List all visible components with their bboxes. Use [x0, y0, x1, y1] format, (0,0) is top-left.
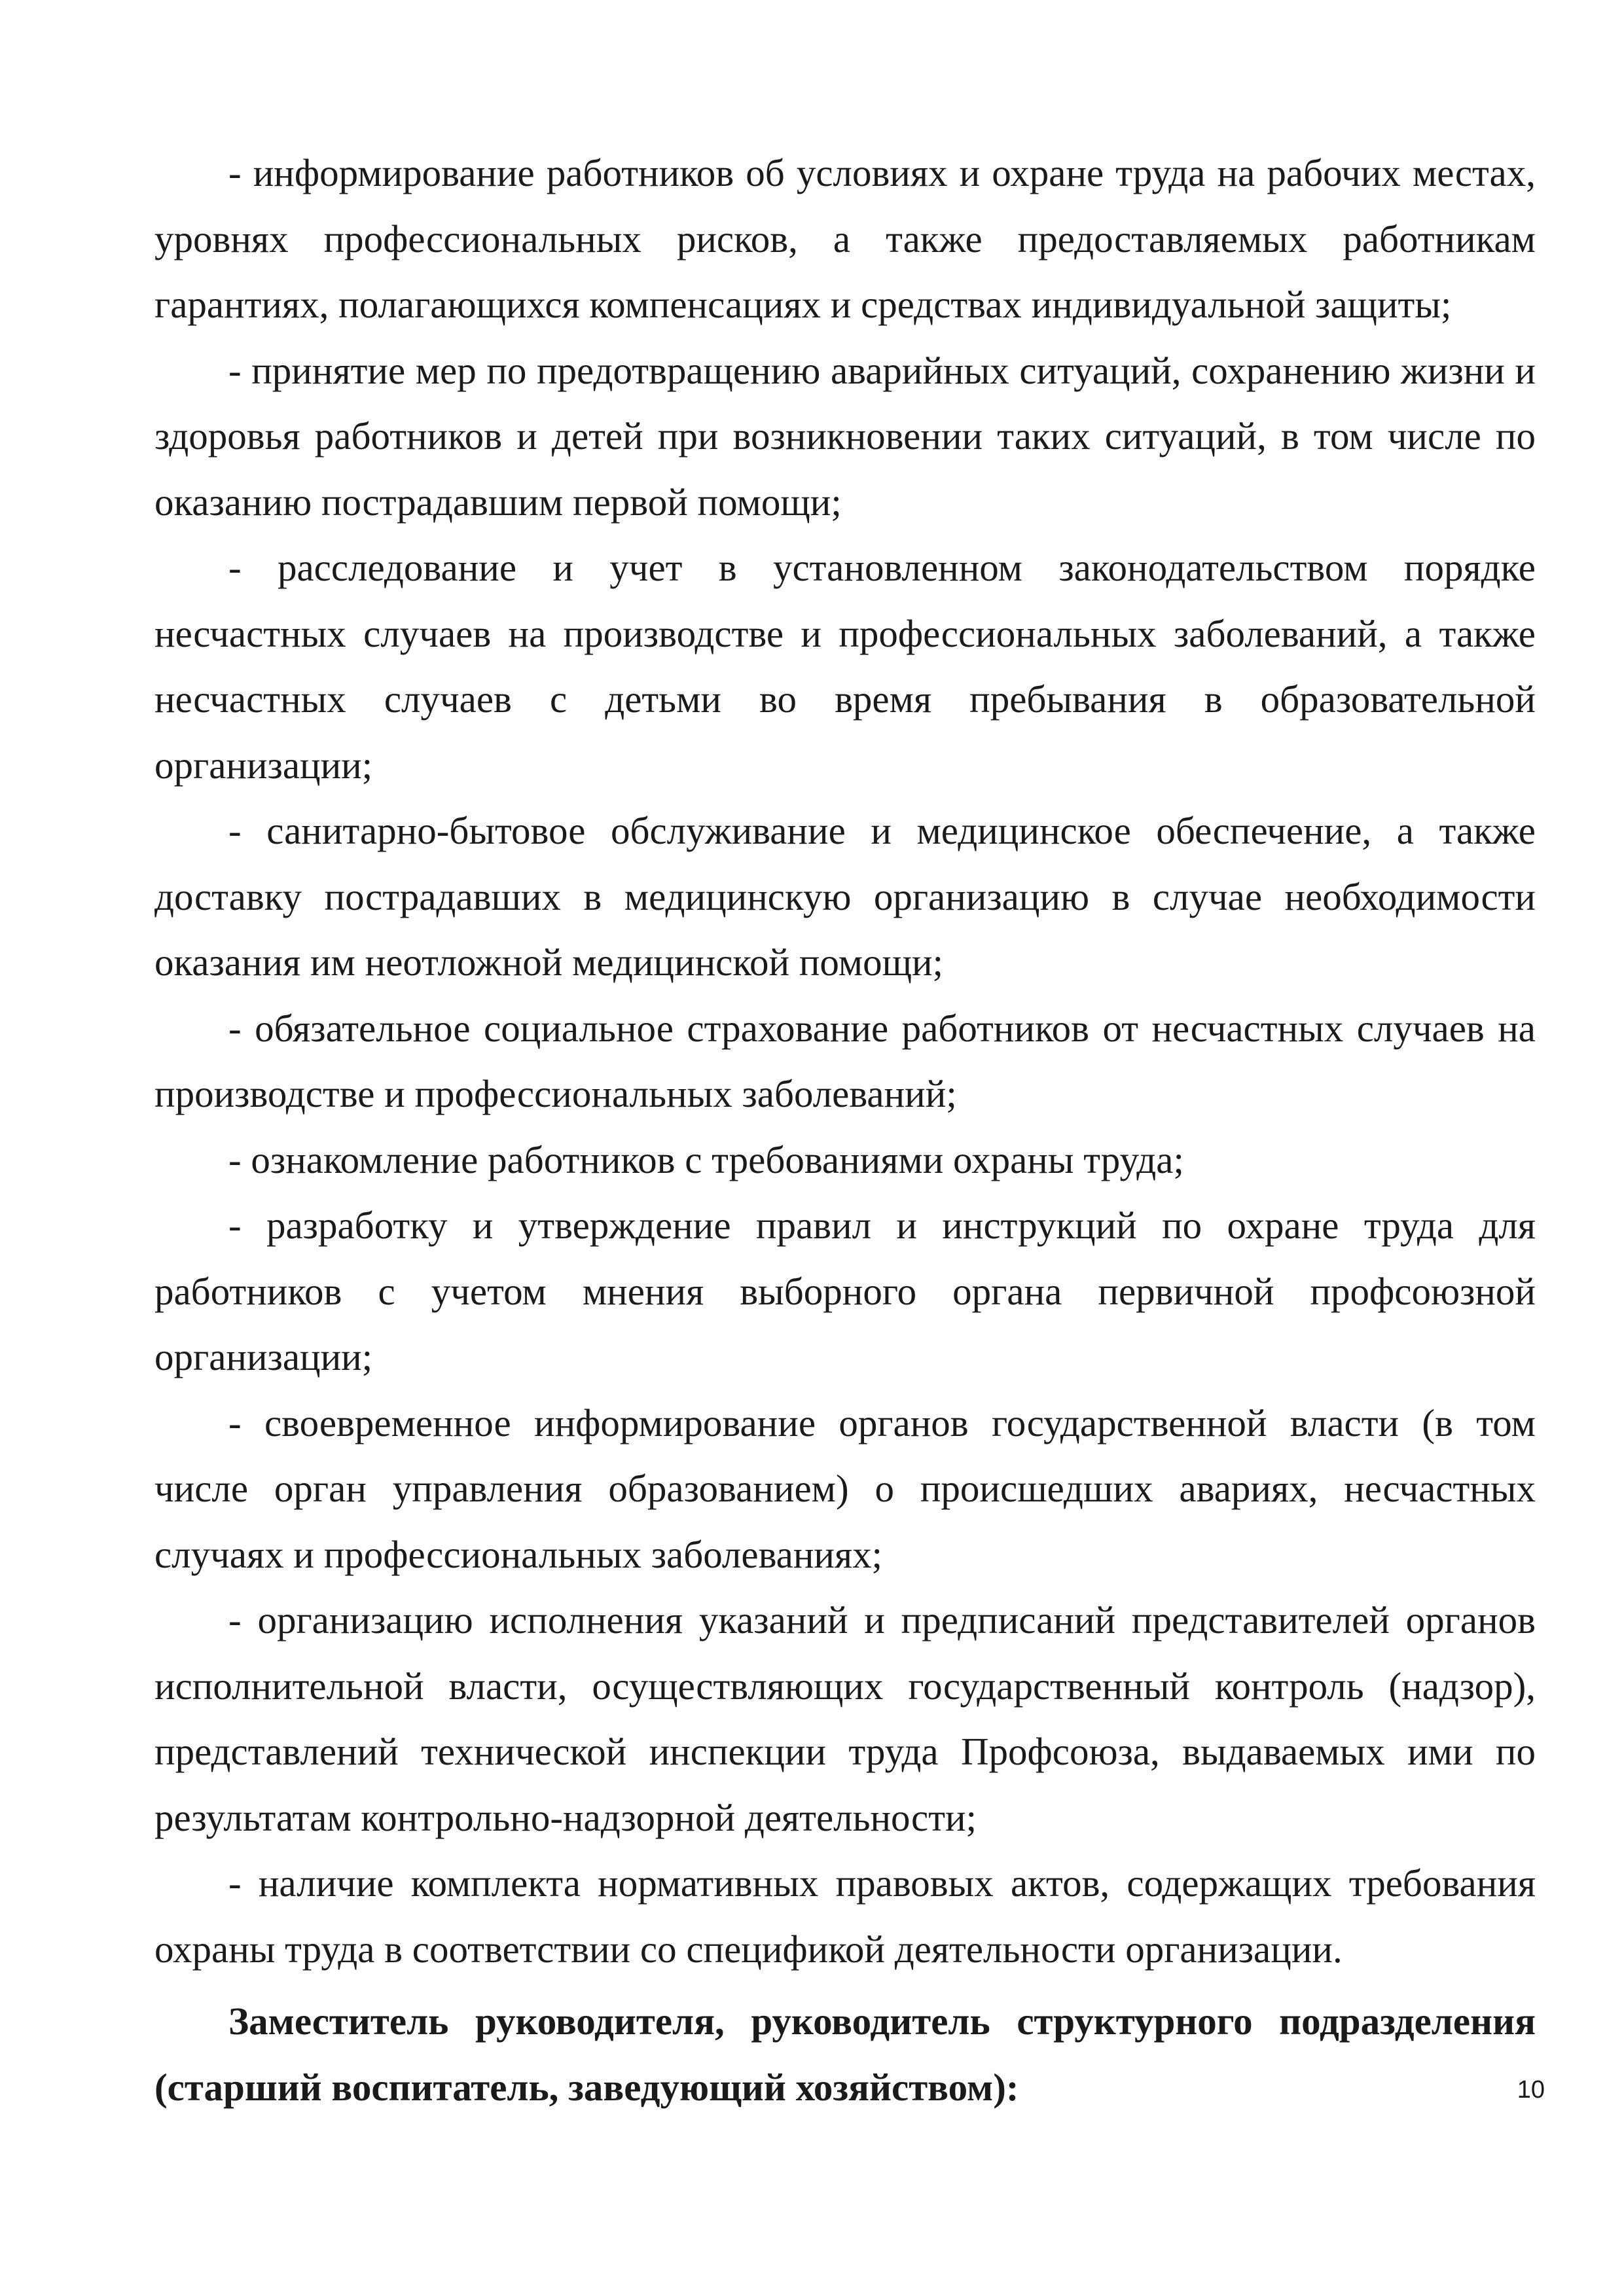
list-item-emergency-measures: - принятие мер по предотвращению аварийных ситуаций, сохранению жизни и здоровья работников и детей при возникновении таких ситуаций, в том числе по оказанию пострадавшим первой помощи;: [154, 348, 1536, 524]
list-item-prescriptions: - организацию исполнения указаний и предписаний представителей органов исполнительной власти, осуществляющих государственный контроль (надзор), представлений технической инспекции труда Профсоюза, выдаваемых ими по результатам контрольно-надзорной деятельности;: [154, 1598, 1536, 1839]
list-item-familiarization: - ознакомление работников с требованиями охраны труда;: [228, 1138, 1184, 1181]
list-item-medical-service: - санитарно-бытовое обслуживание и медицинское обеспечение, а также доставку пострадавших в медицинскую организацию в случае необходимости оказания им неотложной медицинской помощи;: [154, 809, 1536, 984]
list-item-social-insurance: - обязательное социальное страхование работников от несчастных случаев на производстве и профессиональных заболеваний;: [154, 1006, 1536, 1115]
list-item-informing: - информирование работников об условиях и охране труда на рабочих местах, уровнях профессиональных рисков, а также предоставляемых работникам гарантиях, полагающихся компенсациях и средствах индивидуальной защиты;: [154, 151, 1536, 326]
list-item-rules-development: - разработку и утверждение правил и инструкций по охране труда для работников с учетом мнения выборного органа первичной профсоюзной организации;: [154, 1204, 1536, 1378]
list-item-authority-notification: - своевременное информирование органов государственной власти (в том числе орган управления образованием) о происшедших авариях, несчастных случаях и профессиональных заболеваниях;: [154, 1401, 1536, 1576]
section-heading: Заместитель руководителя, руководитель структурного подразделения (старший воспитатель, заведующий хозяйством):: [154, 2000, 1536, 2109]
page-body: [154, 140, 1536, 2120]
list-item-regulatory-acts: - наличие комплекта нормативных правовых актов, содержащих требования охраны труда в соответствии со спецификой деятельности организации.: [154, 1861, 1536, 1971]
list-item-investigation: - расследование и учет в установленном законодательством порядке несчастных случаев на производстве и профессиональных заболеваний, а также несчастных случаев с детьми во время пребывания в образовательной организации;: [154, 546, 1536, 787]
page-number: 10: [1517, 2076, 1545, 2104]
